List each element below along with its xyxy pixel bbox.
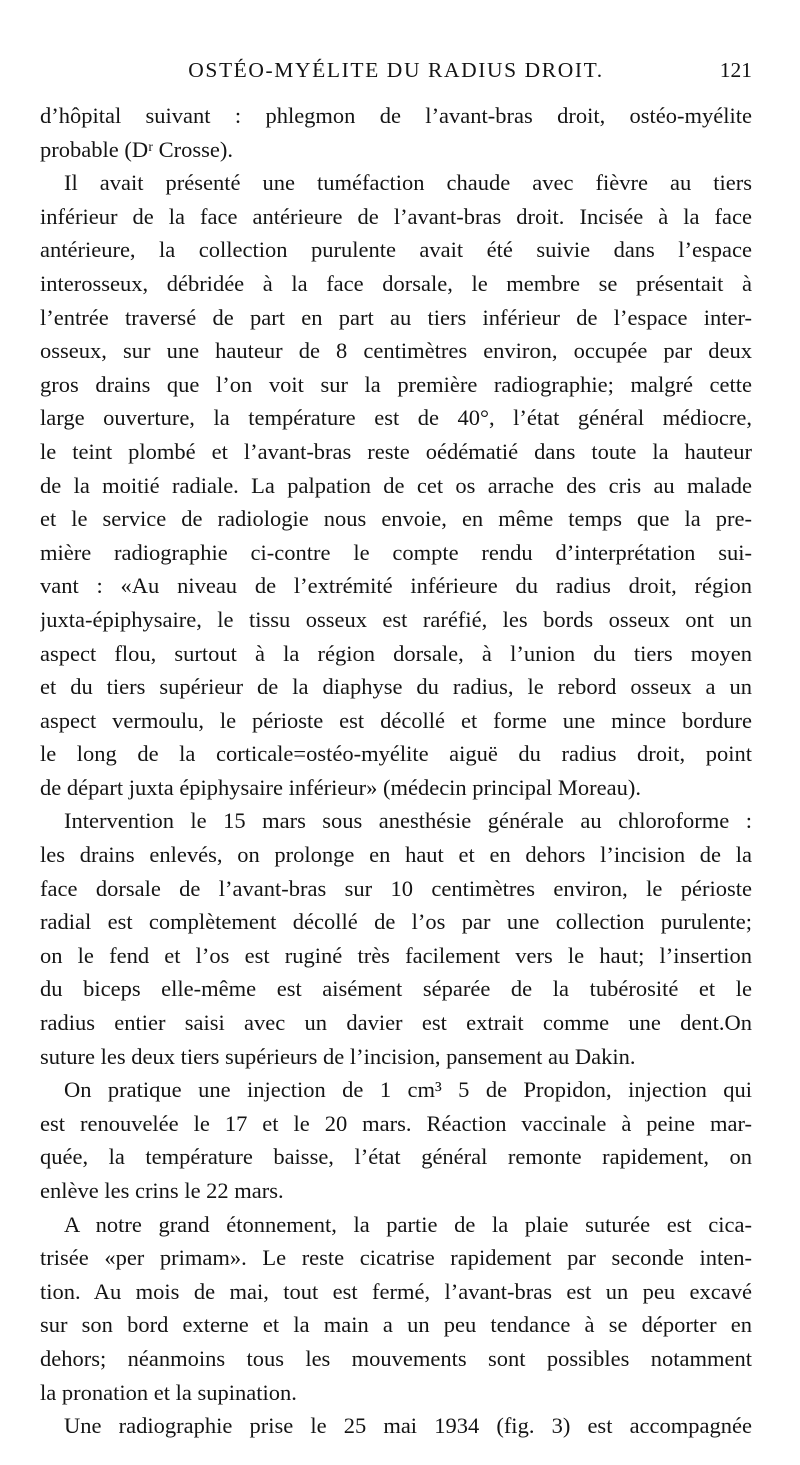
text-line: Intervention le 15 mars sous anesthésie générale au chloroforme :: [64, 808, 752, 834]
text-line: aspect vermoulu, le périoste est décollé et forme une mince bordure: [40, 707, 752, 733]
text-line: radial est complètement décollé de l’os par une collection purulente;: [40, 909, 752, 935]
text-line: gros drains que l’on voit sur la première radiographie; malgré cette: [40, 371, 752, 397]
page-header: [40, 58, 752, 94]
text-line: face dorsale de l’avant-bras sur 10 centimètres environ, le périoste: [40, 875, 752, 901]
text-line: probable (Dʳ Crosse).: [40, 136, 233, 162]
text-line: et du tiers supérieur de la diaphyse du radius, le rebord osseux a un: [40, 674, 752, 700]
text-line: le teint plombé et l’avant-bras reste oédématié dans toute la hauteur: [40, 438, 752, 464]
page-number: 121: [719, 58, 752, 82]
body-text: [40, 99, 752, 1443]
text-line: Une radiographie prise le 25 mai 1934 (fig. 3) est accompagnée: [64, 1413, 752, 1439]
text-line: large ouverture, la température est de 40°, l’état général médiocre,: [40, 405, 752, 431]
text-line: du biceps elle-même est aisément séparée de la tubérosité et le: [40, 976, 752, 1002]
text-line: A notre grand étonnement, la partie de la plaie suturée est cica-: [64, 1211, 752, 1237]
text-line: de la moitié radiale. La palpation de cet os arrache des cris au malade: [40, 472, 752, 498]
text-line: l’entrée traversé de part en part au tiers inférieur de l’espace inter-: [40, 304, 752, 330]
text-line: est renouvelée le 17 et le 20 mars. Réaction vaccinale à peine mar-: [40, 1110, 752, 1136]
text-line: aspect flou, surtout à la région dorsale, à l’union du tiers moyen: [40, 640, 752, 666]
text-line: On pratique une injection de 1 cm³ 5 de Propidon, injection qui: [64, 1077, 752, 1103]
text-line: vant : «Au niveau de l’extrémité inférieure du radius droit, région: [40, 573, 752, 599]
text-line: Il avait présenté une tuméfaction chaude avec fièvre au tiers: [64, 170, 752, 196]
text-line: radius entier saisi avec un davier est extrait comme une dent.On: [40, 1010, 752, 1036]
text-line: osseux, sur une hauteur de 8 centimètres environ, occupée par deux: [40, 338, 752, 364]
text-line: interosseux, débridée à la face dorsale, le membre se présentait à: [40, 270, 752, 296]
text-line: enlève les crins le 22 mars.: [40, 1178, 284, 1203]
text-line: on le fend et l’os est ruginé très facilement vers le haut; l’insertion: [40, 942, 752, 968]
text-line: la pronation et la supination.: [40, 1379, 297, 1405]
text-line: trisée «per primam». Le reste cicatrise rapidement par seconde inten-: [40, 1245, 752, 1271]
text-line: antérieure, la collection purulente avait été suivie dans l’espace: [40, 237, 752, 263]
text-line: juxta-épiphysaire, le tissu osseux est raréfié, les bords osseux ont un: [40, 606, 752, 632]
text-line: mière radiographie ci-contre le compte rendu d’interprétation sui-: [40, 539, 752, 565]
text-line: suture les deux tiers supérieurs de l’incision, pansement au Dakin.: [40, 1043, 636, 1069]
text-line: le long de la corticale=ostéo-myélite aiguë du radius droit, point: [40, 741, 752, 767]
text-line: et le service de radiologie nous envoie, en même temps que la pre-: [40, 506, 752, 532]
text-line: sur son bord externe et la main a un peu tendance à se déporter en: [40, 1312, 752, 1338]
text-line: inférieur de la face antérieure de l’avant-bras droit. Incisée à la face: [40, 203, 752, 229]
text-line: d’hôpital suivant : phlegmon de l’avant-bras droit, ostéo-myélite: [40, 103, 752, 128]
text-line: de départ juxta épiphysaire inférieur» (médecin principal Moreau).: [40, 774, 641, 800]
text-line: les drains enlevés, on prolonge en haut et en dehors l’incision de la: [40, 842, 752, 868]
running-title: OSTÉO-MYÉLITE DU RADIUS DROIT.: [188, 58, 604, 82]
text-line: tion. Au mois de mai, tout est fermé, l’avant-bras est un peu excavé: [40, 1278, 752, 1304]
text-line: quée, la température baisse, l’état général remonte rapidement, on: [40, 1144, 752, 1170]
text-line: dehors; néanmoins tous les mouvements sont possibles notamment: [40, 1345, 752, 1371]
